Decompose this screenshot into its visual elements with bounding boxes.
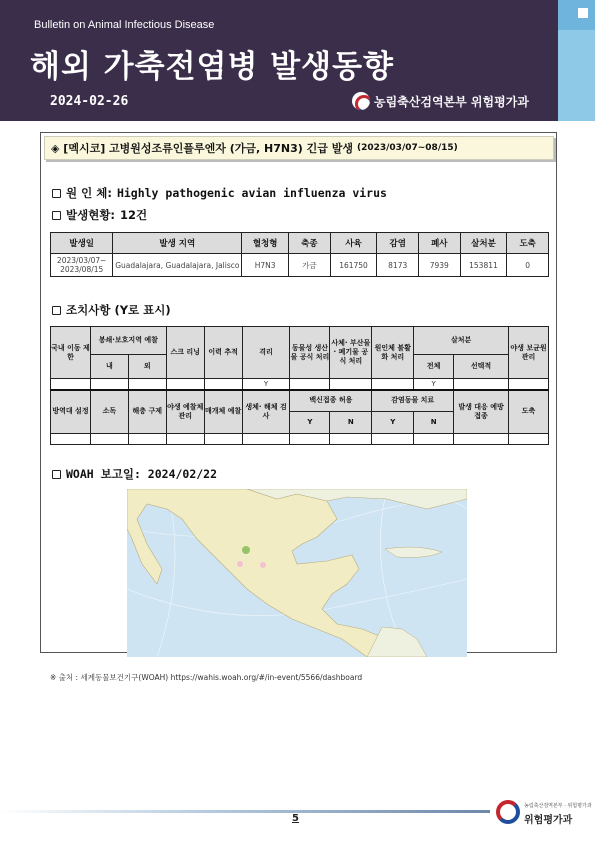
- col-header: 소독: [90, 390, 128, 434]
- cell-region: Guadalajara, Guadalajara, Jalisco: [113, 254, 242, 277]
- measures-table: [50, 326, 549, 445]
- footer-rule: [0, 810, 490, 813]
- cell-value: [290, 379, 330, 390]
- col-header: 내: [90, 355, 128, 379]
- cell-value: [330, 379, 372, 390]
- col-header: 혈청형: [242, 233, 289, 254]
- col-header: 스크 리닝: [166, 327, 204, 379]
- page-title: 해외 가축전염병 발생동향: [30, 49, 394, 85]
- outbreak-map: [127, 489, 467, 657]
- col-header: 백신접종 허용: [290, 390, 372, 412]
- land-caribbean: [385, 547, 442, 557]
- col-header: 선택적: [454, 355, 509, 379]
- cell-value: [414, 434, 454, 445]
- report-title: ◈ [멕시코] 고병원성조류인플루엔자 (가금, H7N3) 긴급 발생: [51, 142, 353, 155]
- outbreak-table: [50, 232, 549, 277]
- col-header: 야생 보균원 관리: [508, 327, 548, 379]
- page-number: 5: [292, 813, 299, 824]
- footer-logo-icon: [496, 800, 520, 824]
- header-accent-square: [578, 8, 588, 18]
- issue-date: 2024-02-26: [50, 94, 129, 109]
- cell-species: 가금: [289, 254, 331, 277]
- col-header: 생체· 해체 검사: [242, 390, 290, 434]
- cell-value: [51, 379, 91, 390]
- col-header: 원인체 불활화 처리: [372, 327, 414, 379]
- cell-value: [454, 379, 509, 390]
- cell-value: [290, 434, 330, 445]
- col-header: 전체: [414, 355, 454, 379]
- outbreak-header-row: [51, 233, 549, 254]
- cell-value: Y: [242, 379, 290, 390]
- col-header: 동물성 생산물 공식 처리: [290, 327, 330, 379]
- cell-deaths: 7939: [419, 254, 461, 277]
- table-row: [51, 434, 549, 445]
- cause-label: 원 인 체:: [66, 186, 112, 200]
- cell-value: [166, 379, 204, 390]
- cell-value: [508, 379, 548, 390]
- footer-dept: 위험평가과: [524, 815, 573, 826]
- cell-value: Y: [414, 379, 454, 390]
- col-header: 방역대 설정: [51, 390, 91, 434]
- woah-label: WOAH 보고일: 2024/02/22: [66, 467, 218, 481]
- measures-header-row-2: [51, 390, 549, 412]
- cell-value: [454, 434, 509, 445]
- col-header: 발생 대응 예방 접종: [454, 390, 509, 434]
- cell-value: [204, 379, 242, 390]
- col-header: 매개체 예찰: [204, 390, 242, 434]
- woah-line: [52, 466, 217, 482]
- cell-value: [166, 434, 204, 445]
- map-graphic: [127, 489, 467, 657]
- checkbox-square-icon: [52, 306, 61, 315]
- report-period: (2023/03/07~08/15): [356, 143, 458, 153]
- cell-value: [372, 379, 414, 390]
- col-header: 봉쇄·보호지역 예찰: [90, 327, 166, 355]
- cell-value: [330, 434, 372, 445]
- col-header: 도축: [508, 390, 548, 434]
- cell-culled: 153811: [460, 254, 507, 277]
- checkbox-square-icon: [52, 211, 61, 220]
- report-title-bar: [44, 136, 554, 160]
- land-mexico: [127, 489, 402, 657]
- measures-label: 조치사항 (Y로 표시): [66, 303, 171, 317]
- outbreak-marker: [260, 562, 266, 568]
- col-header: 국내 이동 제한: [51, 327, 91, 379]
- bulletin-label: Bulletin on Animal Infectious Disease: [34, 19, 215, 31]
- status-line: [52, 207, 147, 223]
- cell-value: [128, 434, 166, 445]
- col-header: 격리: [242, 327, 290, 379]
- table-row: [51, 379, 549, 390]
- checkbox-square-icon: [52, 189, 61, 198]
- col-header: 해충 구제: [128, 390, 166, 434]
- measures-line: [52, 302, 171, 318]
- outbreak-marker: [237, 561, 243, 567]
- footer-org: 농림축산검역본부 · 위험평가과: [524, 803, 592, 809]
- cell-slaughtered: 0: [507, 254, 549, 277]
- checkbox-square-icon: [52, 470, 61, 479]
- cell-date: 2023/03/07~ 2023/08/15: [51, 254, 113, 277]
- cell-value: [51, 434, 91, 445]
- col-header: 살처분: [414, 327, 509, 355]
- col-header: 이력 추적: [204, 327, 242, 379]
- cell-serotype: H7N3: [242, 254, 289, 277]
- col-header: 살처분: [460, 233, 507, 254]
- col-header: 발생 지역: [113, 233, 242, 254]
- col-header: 발생일: [51, 233, 113, 254]
- col-header: N: [330, 412, 372, 434]
- org-block: [352, 92, 529, 110]
- cell-value: [128, 379, 166, 390]
- col-header: 도축: [507, 233, 549, 254]
- cell-value: [90, 434, 128, 445]
- header-accent-top: [558, 0, 595, 30]
- col-header: 야생 예찰체 관리: [166, 390, 204, 434]
- col-header: 축종: [289, 233, 331, 254]
- cell-value: [242, 434, 290, 445]
- col-header: 외: [128, 355, 166, 379]
- source-note: ※ 출처 : 세계동물보건기구(WOAH) https://wahis.woah.org/#/in-event/5566/dashboard: [50, 673, 363, 682]
- col-header: 사체· 부산물· 폐기물 공식 처리: [330, 327, 372, 379]
- col-header: 사육: [330, 233, 377, 254]
- cause-value: Highly pathogenic avian influenza virus: [116, 186, 387, 200]
- measures-header-row: [51, 327, 549, 355]
- cell-value: [90, 379, 128, 390]
- col-header: 감염: [377, 233, 419, 254]
- cell-susceptible: 161750: [330, 254, 377, 277]
- col-header: 폐사: [419, 233, 461, 254]
- col-header: N: [414, 412, 454, 434]
- land-central-america: [367, 627, 427, 657]
- status-value: 12건: [120, 208, 148, 222]
- col-header: Y: [372, 412, 414, 434]
- org-name: 농림축산검역본부 위험평가과: [374, 94, 529, 109]
- cell-value: [204, 434, 242, 445]
- col-header: 감염동물 치료: [372, 390, 454, 412]
- status-label: 발생현황:: [66, 208, 116, 222]
- cell-value: [508, 434, 548, 445]
- cell-cases: 8173: [377, 254, 419, 277]
- org-logo-icon: [352, 92, 370, 110]
- table-row: [51, 254, 549, 277]
- outbreak-marker: [242, 546, 250, 554]
- cause-line: [52, 185, 387, 201]
- cell-value: [372, 434, 414, 445]
- col-header: Y: [290, 412, 330, 434]
